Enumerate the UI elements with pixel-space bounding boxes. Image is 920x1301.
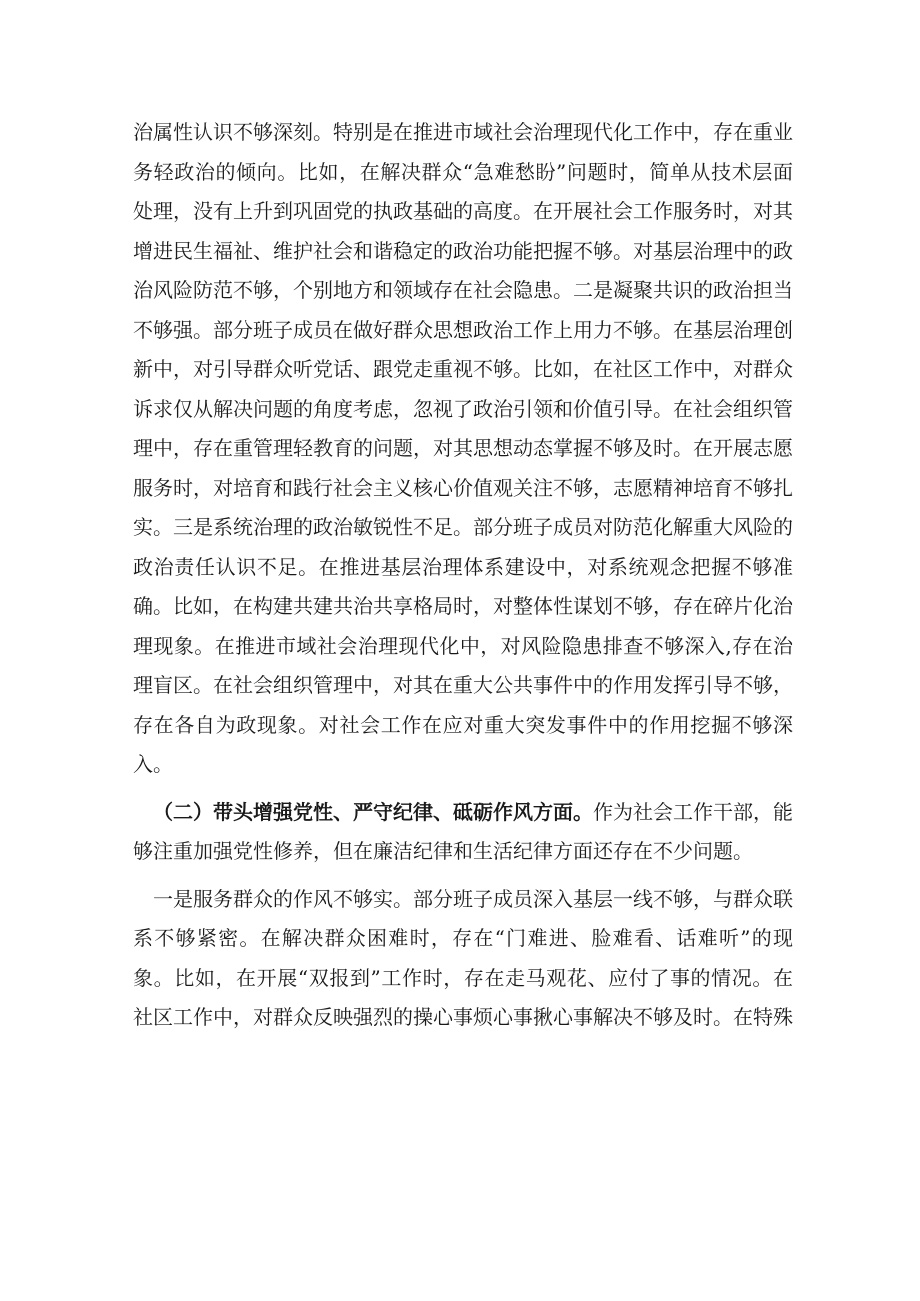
paragraph-section-two — [133, 793, 793, 872]
paragraph-political-awareness: 治属性认识不够深刻。特别是在推进市域社会治理现代化工作中，存在重业务轻政治的倾向。比如，在解决群众“急难愁盼”问题时，简单从技术层面处理，没有上升到巩固党的执政基础的高度。在开展社会工作服务时，对其增进民生福祉、维护社会和谐稳定的政治功能把握不够。对基层治理中的政治风险防范不够，个别地方和领域存在社会隐患。二是凝聚共识的政治担当不够强。部分班子成员在做好群众思想政治工作上用力不够。在基层治理创新中，对引导群众听党话、跟党走重视不够。比如，在社区工作中，对群众诉求仅从解决问题的角度考虑，忽视了政治引领和价值引导。在社会组织管理中，存在重管理轻教育的问题，对其思想动态掌握不够及时。在开展志愿服务时，对培育和践行社会主义核心价值观关注不够，志愿精神培育不够扎实。三是系统治理的政治敏锐性不足。部分班子成员对防范化解重大风险的政治责任认识不足。在推进基层治理体系建设中，对系统观念把握不够准确。比如，在构建共建共治共享格局时，对整体性谋划不够，存在碎片化治理现象。在推进市域社会治理现代化中，对风险隐患排查不够深入,存在治理盲区。在社会组织管理中，对其在重大公共事件中的作用发挥引导不够，存在各自为政现象。对社会工作在应对重大突发事件中的作用挖掘不够深入。 — [133, 120, 793, 776]
document-page — [133, 113, 793, 1038]
section-two-body: 作为社会工作干部，能够注重加强党性修养，但在廉洁纪律和生活纪律方面还存在不少问题。 — [133, 799, 793, 863]
paragraph-service-style: 一是服务群众的作风不够实。部分班子成员深入基层一线不够，与群众联系不够紧密。在解决群众困难时，存在“门难进、脸难看、话难听”的现象。比如，在开展“双报到”工作时，存在走马观花、应付了事的情况。在社区工作中，对群众反映强烈的操心事烦心事揪心事解决不够及时。在特殊 — [133, 886, 793, 1029]
section-two-heading: （二）带头增强党性、严守纪律、砥砺作风方面。 — [153, 799, 593, 824]
